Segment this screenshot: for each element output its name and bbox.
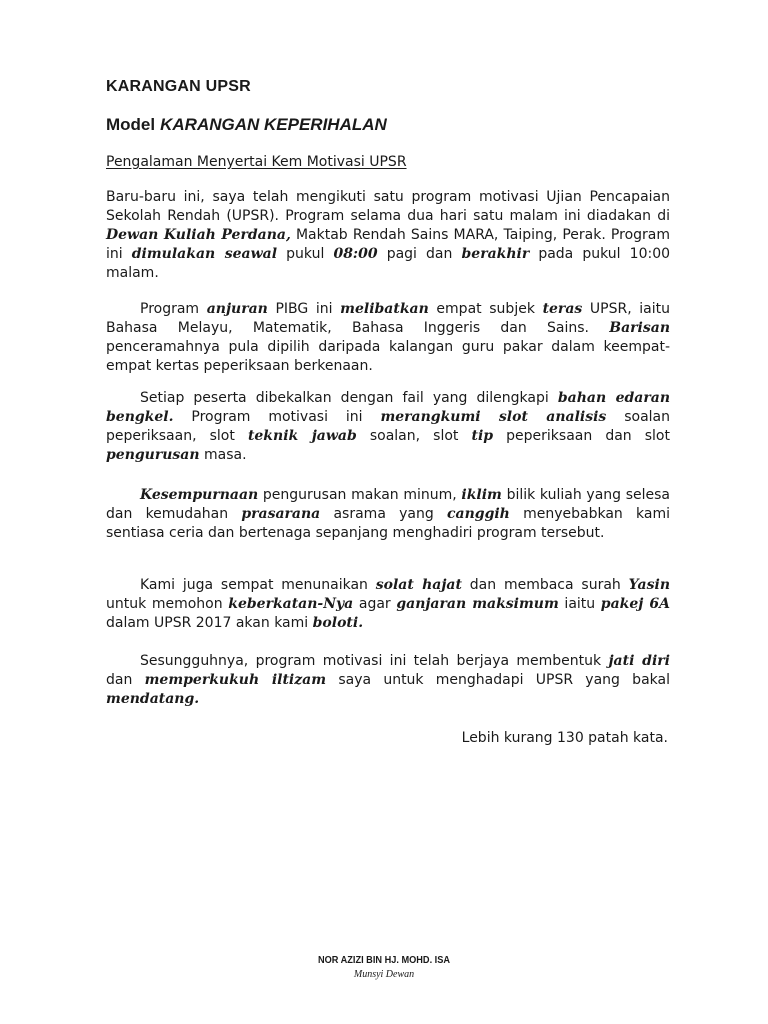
keyword-phrase: teknik jawab <box>247 428 357 444</box>
keyword-phrase: pengurusan <box>106 447 200 463</box>
keyword-phrase: mendatang. <box>106 691 200 707</box>
paragraph-2 <box>106 300 670 376</box>
keyword-phrase: pakej 6A <box>600 596 670 612</box>
paragraph-text: masa. <box>199 447 247 463</box>
paragraph-6 <box>106 652 670 709</box>
paragraph-text: Kami juga sempat menunaikan <box>140 577 376 593</box>
paragraph-text: dan membaca surah <box>461 577 629 593</box>
paragraph-text: dan <box>106 672 145 688</box>
paragraph-text: soalan, slot <box>356 428 472 444</box>
paragraph-text: iaitu <box>558 596 601 612</box>
paragraph-1 <box>106 188 670 283</box>
paragraph-text: UPSR, iaitu Bahasa Melayu, Matematik, Bahasa Inggeris dan Sains. <box>106 301 670 336</box>
keyword-phrase: memperkukuh iltizam <box>144 672 327 688</box>
paragraph-text: bilik kuliah yang selesa dan kemudahan <box>106 487 671 522</box>
footer-role: Munsyi Dewan <box>353 969 415 980</box>
footer-author: NOR AZIZI BIN HJ. MOHD. ISA <box>317 955 451 966</box>
keyword-phrase: prasarana <box>241 506 321 522</box>
model-type: KARANGAN KEPERIHALAN <box>160 115 387 134</box>
paragraph-text: soalan peperiksaan, slot <box>106 409 670 444</box>
keyword-phrase: canggih <box>447 506 510 522</box>
paragraph-text: Sesungguhnya, program motivasi ini telah berjaya membentuk <box>140 653 609 669</box>
paragraph-text: Program <box>140 301 207 317</box>
paragraph-text: peperiksaan dan slot <box>493 428 670 444</box>
paragraph-text: Baru-baru ini, saya telah mengikuti satu program motivasi Ujian Pencapaian Sekolah Rendah (UPSR). Program selama dua hari satu malam ini diadakan di <box>106 189 670 224</box>
paragraph-text: empat subjek <box>428 301 543 317</box>
keyword-phrase: jati diri <box>608 653 670 669</box>
keyword-phrase: dimulakan seawal <box>131 246 278 262</box>
keyword-phrase: melibatkan <box>340 301 429 317</box>
paragraph-text: untuk memohon <box>106 596 229 612</box>
keyword-phrase: 08:00 <box>333 246 378 262</box>
keyword-phrase: keberkatan-Nya <box>228 596 354 612</box>
keyword-phrase: merangkumi slot analisis <box>380 409 607 425</box>
keyword-phrase: ganjaran maksimum <box>396 596 559 612</box>
keyword-phrase: bahan edaran bengkel. <box>106 390 670 425</box>
keyword-phrase: Dewan Kuliah Perdana, <box>106 227 291 243</box>
paragraph-text: PIBG ini <box>267 301 341 317</box>
paragraph-text: asrama yang <box>320 506 447 522</box>
paragraph-text: Maktab Rendah Sains MARA, Taiping, Perak. Program ini <box>106 227 670 262</box>
paragraph-text: dalam UPSR 2017 akan kami <box>106 615 313 631</box>
keyword-phrase: boloti. <box>312 615 364 631</box>
keyword-phrase: anjuran <box>206 301 268 317</box>
keyword-phrase: Yasin <box>628 577 670 593</box>
paragraph-text: penceramahnya pula dipilih daripada kalangan guru pakar dalam keempat-empat kertas peperiksaan berkenaan. <box>106 339 670 374</box>
keyword-phrase: berakhir <box>461 246 530 262</box>
keyword-phrase: teras <box>542 301 583 317</box>
keyword-phrase: solat hajat <box>375 577 462 593</box>
paragraph-text: pagi dan <box>377 246 462 262</box>
keyword-phrase: tip <box>471 428 494 444</box>
paragraph-text: agar <box>353 596 397 612</box>
paragraph-text: Program motivasi ini <box>173 409 381 425</box>
paragraph-text: saya untuk menghadapi UPSR yang bakal <box>326 672 670 688</box>
paragraph-4 <box>106 486 670 543</box>
paragraph-text: pengurusan makan minum, <box>258 487 462 503</box>
paragraph-3 <box>106 389 670 465</box>
model-label: Model <box>106 115 156 134</box>
keyword-phrase: iklim <box>461 487 502 503</box>
paragraph-text: pada pukul 10:00 malam. <box>106 246 671 281</box>
essay-subtitle: Pengalaman Menyertai Kem Motivasi UPSR <box>106 154 407 170</box>
paragraph-5 <box>106 576 670 633</box>
keyword-phrase: Kesempurnaan <box>140 487 259 503</box>
paragraph-text: Setiap peserta dibekalkan dengan fail yang dilengkapi <box>140 390 558 406</box>
paragraph-text: pukul <box>277 246 334 262</box>
document-title: KARANGAN UPSR <box>106 78 251 95</box>
word-count-note: Lebih kurang 130 patah kata. <box>461 730 668 746</box>
paragraph-text: menyebabkan kami sentiasa ceria dan bertenaga sepanjang menghadiri program tersebut. <box>106 506 670 541</box>
keyword-phrase: Barisan <box>609 320 670 336</box>
model-heading <box>106 115 387 135</box>
